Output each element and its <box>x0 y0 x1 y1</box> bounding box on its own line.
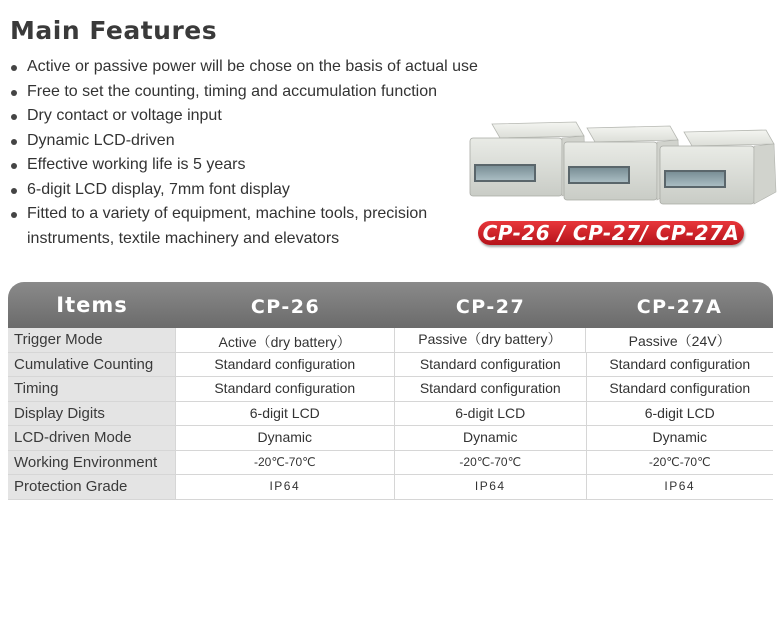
cell-cp-26: 6-digit LCD <box>176 402 395 426</box>
feature-item <box>10 129 480 154</box>
cell-cp-27a: Dynamic <box>652 429 707 445</box>
cell-cp-27: -20℃-70℃ <box>395 451 587 475</box>
feature-text: Effective working life is 5 years <box>27 156 246 173</box>
feature-text: 6-digit LCD display, 7mm font display <box>27 180 290 198</box>
feature-list <box>10 55 480 251</box>
cell-cp-26: IP64 <box>176 475 395 499</box>
feature-item-continued <box>10 227 480 252</box>
row-label: Trigger Mode <box>8 328 176 352</box>
header-items: Items <box>56 293 128 317</box>
cell-cp-27a: 6-digit LCD <box>644 404 715 421</box>
bullet-icon <box>11 188 17 194</box>
row-label: Cumulative Counting <box>8 353 176 377</box>
cell-cp-27: Standard configuration <box>395 377 587 401</box>
feature-item <box>10 80 480 105</box>
feature-item <box>10 104 480 129</box>
bullet-icon <box>11 163 17 169</box>
cell-cp-27a: Standard configuration <box>609 380 751 396</box>
bullet-icon <box>11 139 17 145</box>
row-label: Working Environment <box>8 451 176 475</box>
cell-cp-26: -20℃-70℃ <box>176 451 395 475</box>
bullet-icon <box>11 65 17 71</box>
table-row <box>8 377 773 402</box>
cell-cp-27: 6-digit LCD <box>395 402 587 426</box>
cell-cp-26: Standard configuration <box>176 353 395 377</box>
cell-cp-27a: -20℃-70℃ <box>648 454 711 469</box>
feature-text: Free to set the counting, timing and accumulation function <box>27 82 438 100</box>
table-row <box>8 328 773 353</box>
row-label: Timing <box>8 377 176 401</box>
cell-cp-26: Dynamic <box>176 426 395 450</box>
feature-text: Active or passive power will be chose on the basis of actual use <box>27 58 478 75</box>
feature-text: Dry contact or voltage input <box>27 107 222 124</box>
table-row <box>8 475 773 500</box>
cell-cp-26: Active（dry battery） <box>176 328 395 352</box>
cell-cp-27: Dynamic <box>395 426 587 450</box>
header-cp-27a: CP-27A <box>636 296 723 318</box>
table-header <box>8 282 773 328</box>
header-cp-27: CP-27 <box>455 296 526 318</box>
row-label: LCD-driven Mode <box>8 426 176 450</box>
cell-cp-27: Standard configuration <box>395 353 587 377</box>
cell-cp-27: Passive（dry battery） <box>395 328 587 352</box>
table-row <box>8 426 773 451</box>
cell-cp-26: Standard configuration <box>176 377 395 401</box>
row-label: Protection Grade <box>8 475 176 499</box>
cell-cp-27a: IP64 <box>664 479 696 493</box>
bullet-icon <box>11 90 17 96</box>
header-cp-26: CP-26 <box>250 296 321 318</box>
model-banner: CP-26 / CP-27/ CP-27A <box>478 221 744 245</box>
cell-cp-27: IP64 <box>395 475 587 499</box>
table-row <box>8 402 773 427</box>
row-label: Display Digits <box>8 402 176 426</box>
page-title: Main Features <box>10 16 218 45</box>
bullet-icon <box>11 212 17 218</box>
feature-text: Dynamic LCD-driven <box>27 131 175 149</box>
feature-item <box>10 153 480 178</box>
feature-text: instruments, textile machinery and elevators <box>27 229 340 247</box>
feature-item <box>10 55 480 80</box>
table-row <box>8 353 773 378</box>
feature-item <box>10 178 480 203</box>
bullet-icon <box>11 114 17 120</box>
feature-item <box>10 202 480 227</box>
table-row <box>8 451 773 476</box>
feature-text: Fitted to a variety of equipment, machine tools, precision <box>27 205 428 222</box>
cell-cp-27a: Passive（24V） <box>628 333 731 349</box>
cell-cp-27a: Standard configuration <box>609 355 751 372</box>
spec-table <box>8 282 773 500</box>
